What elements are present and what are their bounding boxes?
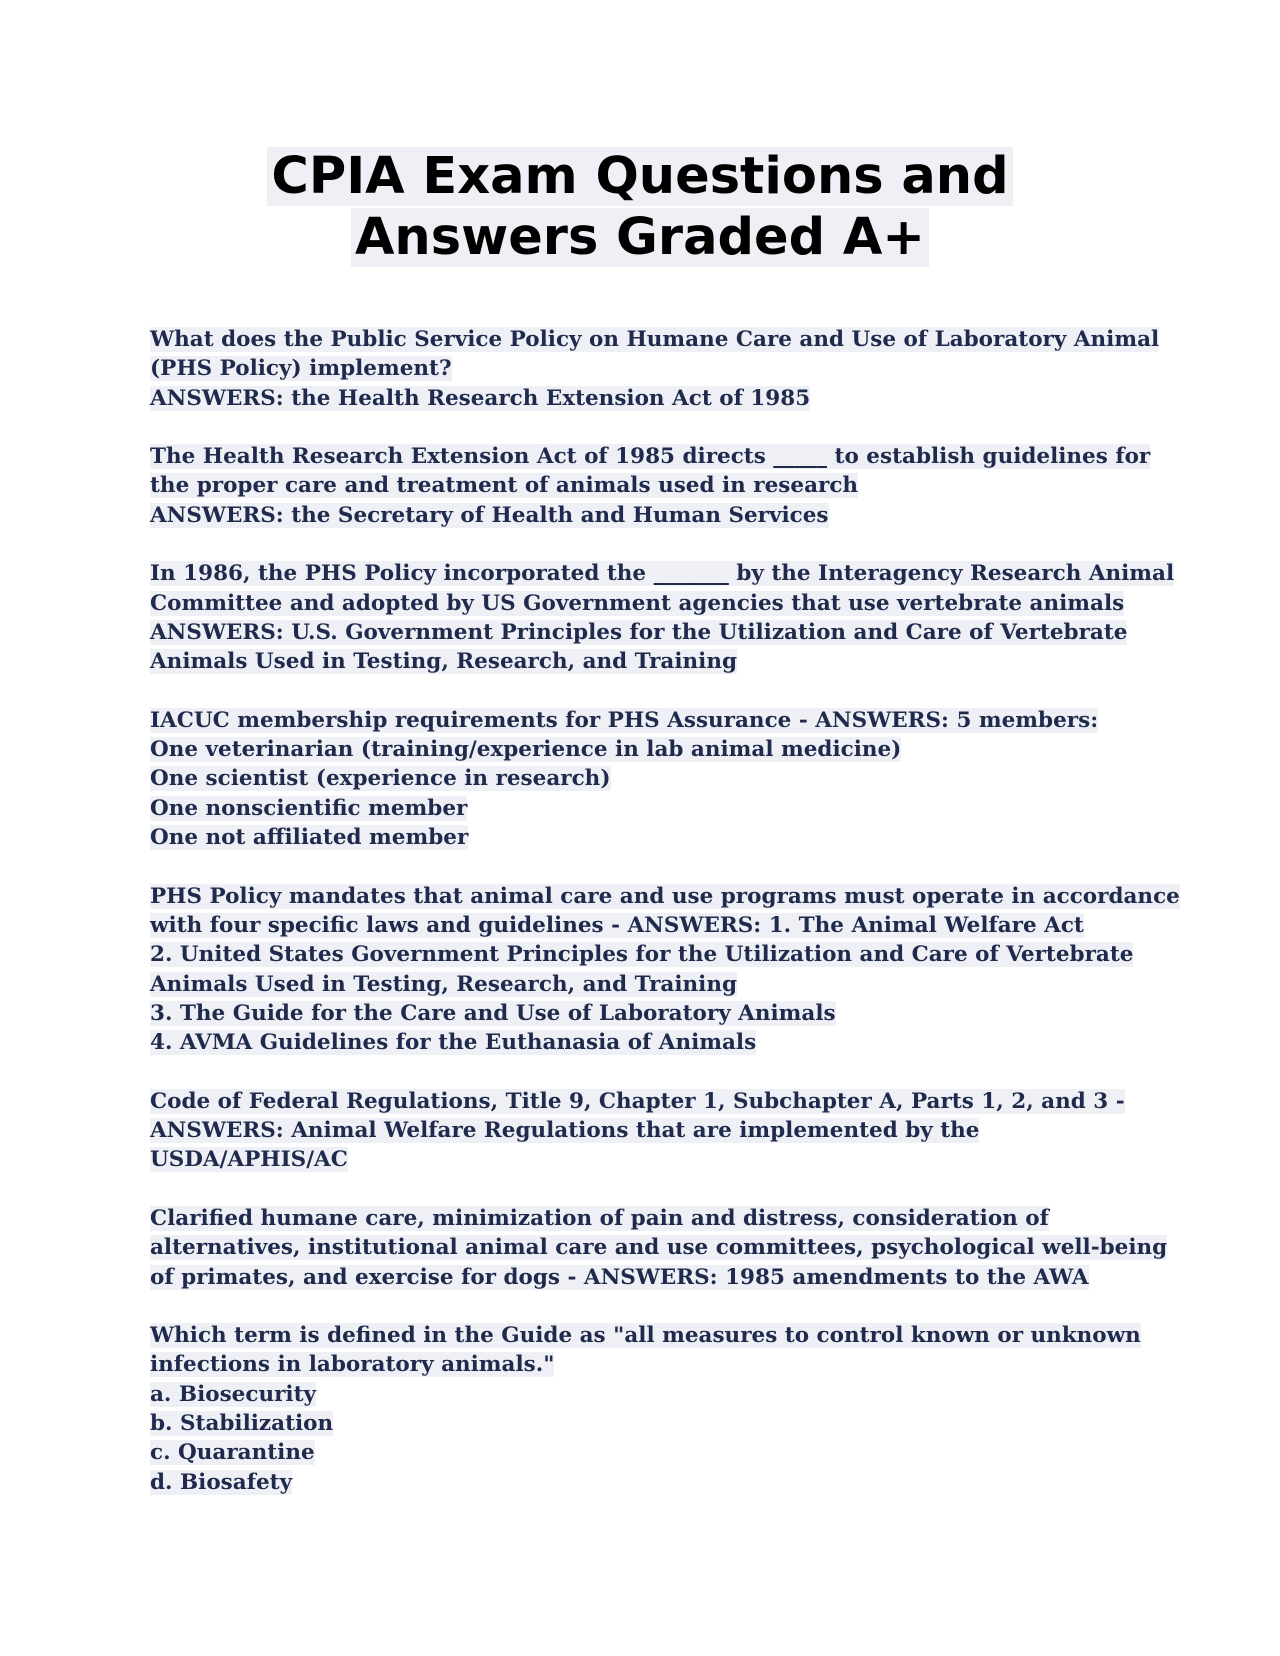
- qa-block-3: [150, 559, 1175, 676]
- answer-line: 4. AVMA Guidelines for the Euthanasia of Animals: [150, 1030, 757, 1056]
- title-line: CPIA Exam Questions and: [267, 147, 1012, 206]
- answer-line: Animals Used in Testing, Research, and Training: [150, 971, 737, 997]
- text-line: alternatives, institutional animal care and use committees, psychological well-being: [150, 1235, 1168, 1261]
- text-line: In 1986, the PHS Policy incorporated the _______ by the Interagency Research Animal: [150, 561, 1175, 587]
- qa-block-6: [150, 1087, 1150, 1175]
- answer-line: One scientist (experience in research): [150, 766, 611, 792]
- text-line: the proper care and treatment of animals used in research: [150, 473, 859, 499]
- title-line: Answers Graded A+: [351, 208, 929, 267]
- qa-block-5: [150, 882, 1180, 1058]
- option-line: b. Stabilization: [150, 1410, 334, 1436]
- option-line: d. Biosafety: [150, 1469, 293, 1495]
- document-title: [0, 146, 1280, 268]
- answer-line: ANSWERS: Animal Welfare Regulations that are implemented by the: [150, 1118, 980, 1144]
- answer-line: 2. United States Government Principles for the Utilization and Care of Vertebrate: [150, 942, 1134, 968]
- answer-line: ANSWERS: the Secretary of Health and Human Services: [150, 502, 829, 528]
- option-line: c. Quarantine: [150, 1440, 315, 1466]
- qa-block-1: [150, 325, 1160, 413]
- answer-line: One not affiliated member: [150, 825, 469, 851]
- document-body: [150, 325, 1180, 1526]
- text-line: (PHS Policy) implement?: [150, 356, 452, 382]
- answer-line: One veterinarian (training/experience in lab animal medicine): [150, 737, 902, 763]
- text-line: Code of Federal Regulations, Title 9, Chapter 1, Subchapter A, Parts 1, 2, and 3 -: [150, 1088, 1125, 1114]
- option-line: a. Biosecurity: [150, 1381, 317, 1407]
- text-line: What does the Public Service Policy on Humane Care and Use of Laboratory Animal: [150, 327, 1160, 352]
- qa-block-7: [150, 1204, 1168, 1292]
- text-line: The Health Research Extension Act of 1985 directs _____ to establish guidelines for: [150, 444, 1151, 470]
- text-line: PHS Policy mandates that animal care and use programs must operate in accordance: [150, 883, 1180, 909]
- answer-line: 3. The Guide for the Care and Use of Laboratory Animals: [150, 1000, 836, 1026]
- answer-line: ANSWERS: the Health Research Extension Act of 1985: [150, 385, 811, 411]
- answer-line: Animals Used in Testing, Research, and Training: [150, 649, 737, 675]
- text-line: Clarified humane care, minimization of pain and distress, consideration of: [150, 1205, 1049, 1231]
- qa-block-4: [150, 706, 1150, 852]
- qa-block-2: [150, 442, 1150, 530]
- text-line: Which term is defined in the Guide as "all measures to control known or unknown: [150, 1323, 1141, 1349]
- text-line: IACUC membership requirements for PHS Assurance - ANSWERS: 5 members:: [150, 707, 1099, 733]
- text-line: infections in laboratory animals.": [150, 1352, 555, 1378]
- answer-line: USDA/APHIS/AC: [150, 1147, 348, 1173]
- answer-line: of primates, and exercise for dogs - ANSWERS: 1985 amendments to the AWA: [150, 1264, 1089, 1290]
- qa-block-8: [150, 1321, 1150, 1497]
- answer-line: One nonscientific member: [150, 795, 468, 821]
- answer-line: ANSWERS: U.S. Government Principles for the Utilization and Care of Vertebrate: [150, 619, 1128, 645]
- text-line: with four specific laws and guidelines - ANSWERS: 1. The Animal Welfare Act: [150, 912, 1084, 938]
- text-line: Committee and adopted by US Government agencies that use vertebrate animals: [150, 590, 1125, 616]
